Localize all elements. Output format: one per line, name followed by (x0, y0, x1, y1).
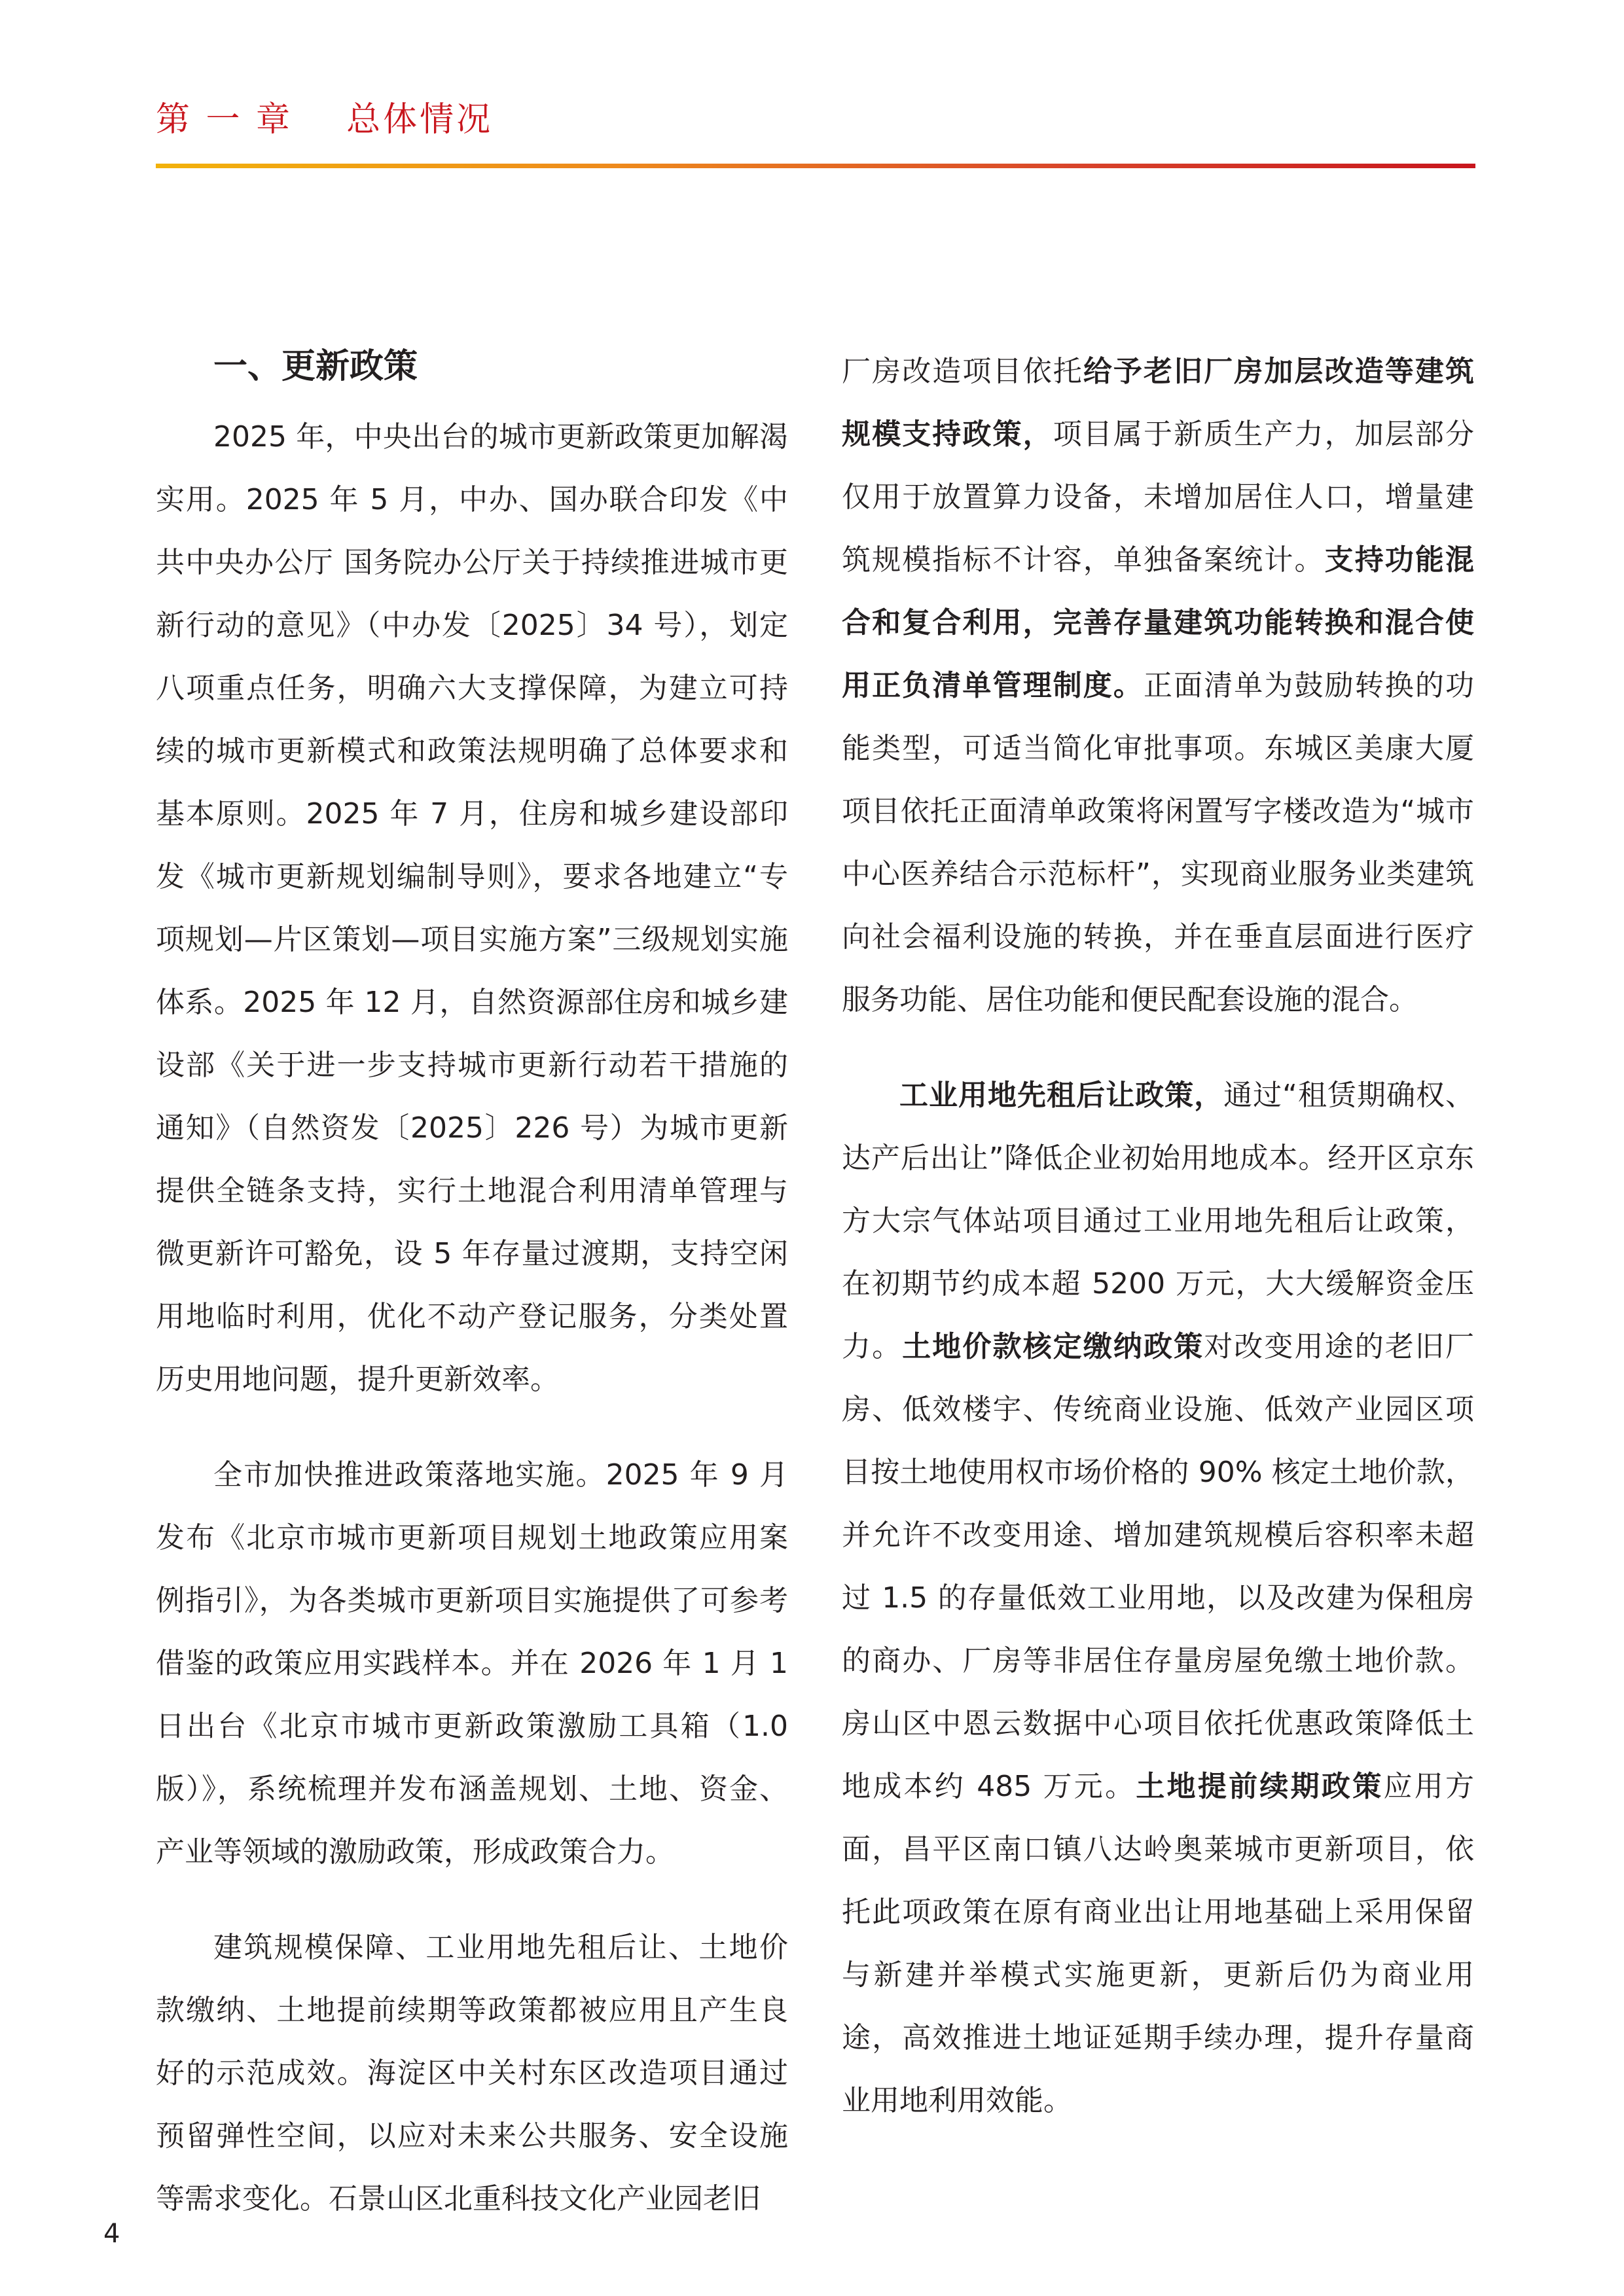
right-column (842, 340, 1474, 2132)
left-column (156, 340, 788, 2231)
text-run: 应用方面，昌平区南口镇八达岭奥莱城市更新项目，依托此项政策在原有商业出让用地基础上采用保留与新建并举模式实施更新，更新后仍为商业用途，高效推进土地证延期手续办理，提升存量商业用地利用效能。 (842, 1770, 1474, 2117)
text-run: 对改变用途的老旧厂房、低效楼宇、传统商业设施、低效产业园区项目按土地使用权市场价格的 90% 核定土地价款，并允许不改变用途、增加建筑规模后容积率未超过 1.5 的存量低效工业用地，以及改建为保租房的商办、厂房等非居住存量房屋免缴土地价款。房山区中恩云数据中心项目依托优惠政策降低土地成本约 485 万元。 (842, 1330, 1475, 1803)
paragraph-policy-cases: 建筑规模保障、工业用地先租后让、土地价款缴纳、土地提前续期等政策都被应用且产生良好的示范成效。海淀区中关村东区改造项目通过预留弹性空间，以应对未来公共服务、安全设施等需求变化。石景山区北重科技文化产业园老旧 (156, 1931, 788, 2215)
bold-policy-building-scale: 给予老旧厂房加层改造等建筑规模支持政策， (842, 355, 1475, 451)
page-number: 4 (103, 2219, 120, 2249)
text-run: 项目属于新质生产力，加层部分仅用于放置算力设备，未增加居住人口，增量建筑规模指标不计容，单独备案统计。 (842, 418, 1475, 577)
paragraph-city-implementation: 全市加快推进政策落地实施。2025 年 9 月发布《北京市城市更新项目规划土地政策应用案例指引》，为各类城市更新项目实施提供了可参考借鉴的政策应用实践样本。并在 2026 年 1 月 1 日出台《北京市城市更新政策激励工具箱（1.0 版）》，系统梳理并发布涵盖规划、土地、资金、产业等领域的激励政策，形成政策合力。 (156, 1458, 788, 1869)
paragraph-land-policies (842, 1064, 1474, 2132)
section-heading: 一、更新政策 (213, 347, 418, 386)
bold-policy-mixed-use: 支持功能混合和复合利用，完善存量建筑功能转换和混合使用正负清单管理制度。 (842, 543, 1475, 702)
bold-policy-land-price: 土地价款核定缴纳政策 (902, 1330, 1204, 1363)
paragraph-central-policy: 2025 年，中央出台的城市更新政策更加解渴实用。2025 年 5 月，中办、国办联合印发《中共中央办公厅 国务院办公厅关于持续推进城市更新行动的意见》（中办发〔2025〕34 号），划定八项重点任务，明确六大支撑保障，为建立可持续的城市更新模式和政策法规明确了总体要求和基本原则。2025 年 7 月，住房和城乡建设部印发《城市更新规划编制导则》，要求各地建立“专项规划—片区策划—项目实施方案”三级规划实施体系。2025 年 12 月，自然资源部住房和城乡建设部《关于进一步支持城市更新行动若干措施的通知》（自然资发〔2025〕226 号）为城市更新提供全链条支持，实行土地混合利用清单管理与微更新许可豁免，设 5 年存量过渡期，支持空闲用地临时利用，优化不动产登记服务，分类处置历史用地问题，提升更新效率。 (156, 420, 788, 1396)
text-run: 通过“租赁期确权、达产后出让”降低企业初始用地成本。经开区京东方大宗气体站项目通过工业用地先租后让政策，在初期节约成本超 5200 万元，大大缓解资金压力。 (842, 1079, 1475, 1363)
bold-policy-early-renewal: 土地提前续期政策 (1136, 1770, 1384, 1803)
text-run: 厂房改造项目依托 (842, 355, 1083, 388)
chapter-header: 第 一 章 总体情况 (156, 100, 494, 139)
text-run: 正面清单为鼓励转换的功能类型，可适当简化审批事项。东城区美康大厦项目依托正面清单政策将闲置写字楼改造为“城市中心医养结合示范标杆”，实现商业服务业类建筑向社会福利设施的转换，并在垂直层面进行医疗服务功能、居住功能和便民配套设施的混合。 (842, 669, 1474, 1016)
paragraph-building-scale (842, 340, 1474, 1031)
bold-policy-lease-then-transfer: 工业用地先租后让政策， (899, 1079, 1224, 1112)
header-divider (156, 164, 1475, 168)
